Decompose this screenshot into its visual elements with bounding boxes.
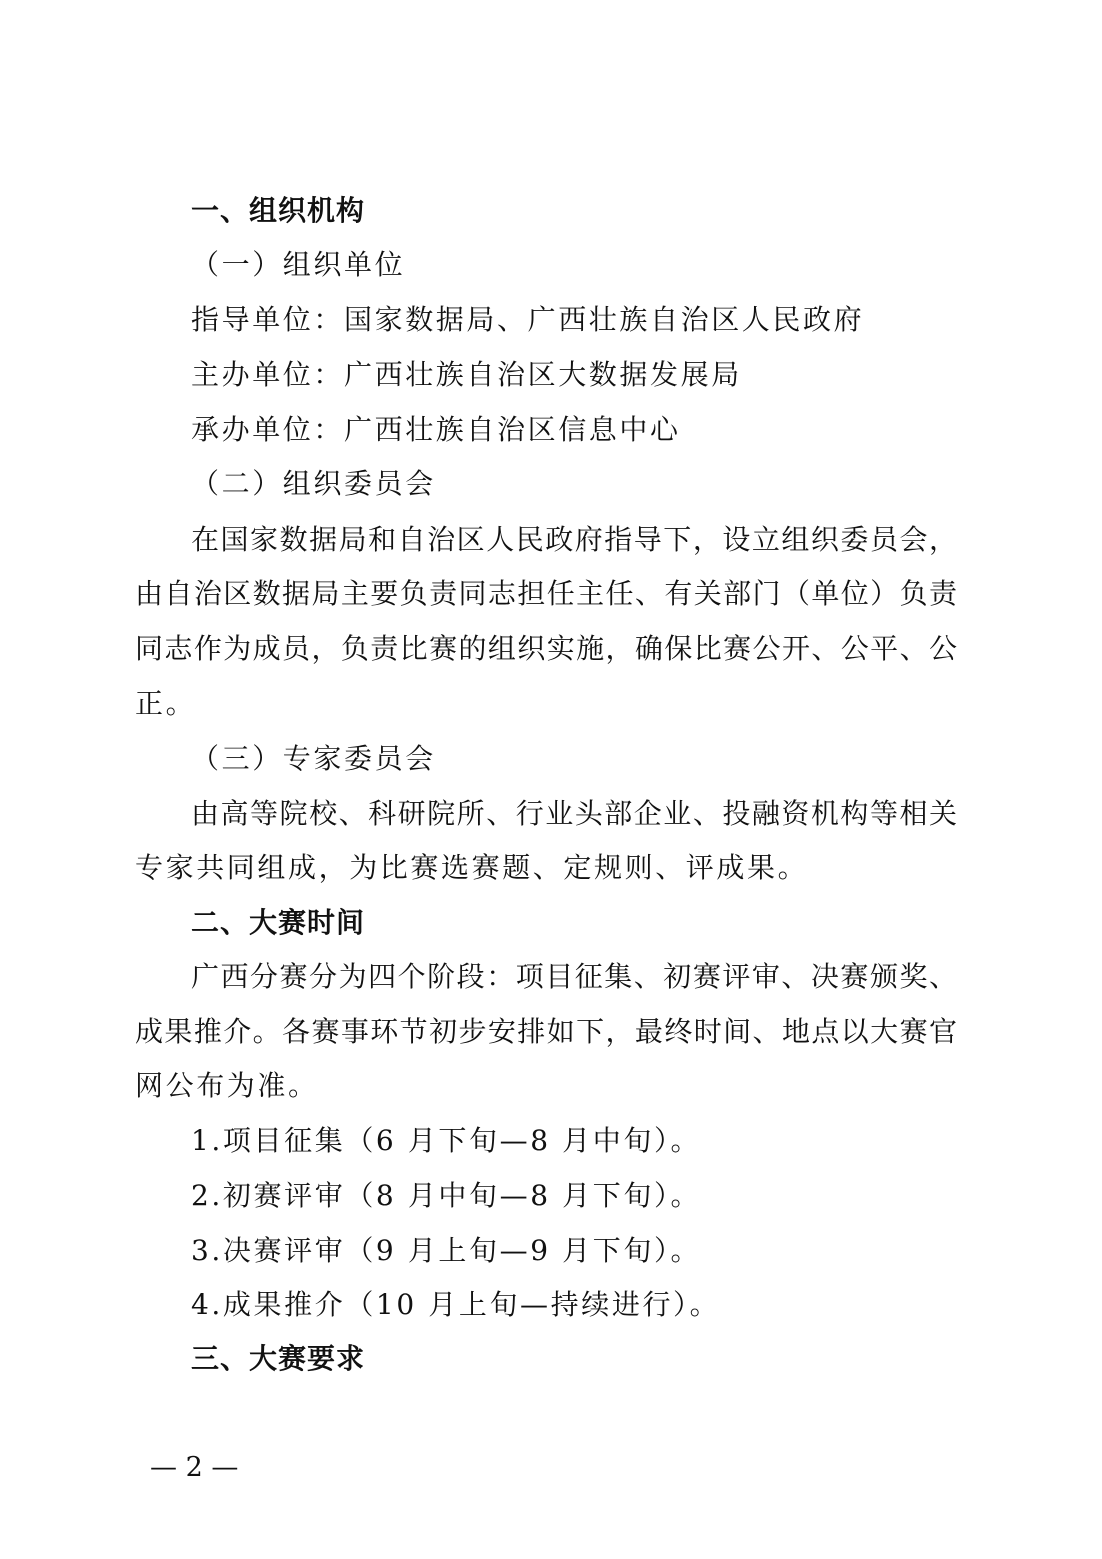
expert-paragraph-line: 由高等院校、科研院所、行业头部企业、投融资机构等相关: [191, 797, 957, 830]
schedule-paragraph-line: 广西分赛分为四个阶段：项目征集、初赛评审、决赛颁奖、: [191, 960, 957, 993]
stage-item-final: 3.决赛评审（9 月上旬—9 月下旬）。: [191, 1234, 702, 1267]
schedule-paragraph-line: 网公布为准。: [135, 1069, 319, 1102]
host-unit-line: 主办单位：广西壮族自治区大数据发展局: [191, 358, 742, 391]
guiding-unit-line: 指导单位：国家数据局、广西壮族自治区人民政府: [191, 303, 865, 336]
subheading-organizing-committee: （二）组织委员会: [191, 467, 436, 500]
stage-item-promotion: 4.成果推介（10 月上旬—持续进行）。: [191, 1288, 721, 1321]
section-heading-requirements: 三、大赛要求: [191, 1342, 366, 1375]
stage-item-preliminary: 2.初赛评审（8 月中旬—8 月下旬）。: [191, 1179, 702, 1212]
committee-paragraph-line: 由自治区数据局主要负责同志担任主任、有关部门（单位）负责: [135, 577, 957, 610]
subheading-expert-committee: （三）专家委员会: [191, 742, 436, 775]
section-heading-organization: 一、组织机构: [191, 194, 366, 227]
expert-paragraph-line: 专家共同组成，为比赛选赛题、定规则、评成果。: [135, 851, 809, 884]
stage-item-collection: 1.项目征集（6 月下旬—8 月中旬）。: [191, 1124, 702, 1157]
committee-paragraph-line: 同志作为成员，负责比赛的组织实施，确保比赛公开、公平、公: [135, 632, 957, 665]
page-number: — 2 —: [150, 1452, 239, 1483]
organizer-unit-line: 承办单位：广西壮族自治区信息中心: [191, 413, 681, 446]
subheading-organizing-units: （一）组织单位: [191, 248, 406, 281]
section-heading-schedule: 二、大赛时间: [191, 906, 366, 939]
committee-paragraph-line: 在国家数据局和自治区人民政府指导下，设立组织委员会，: [191, 523, 957, 556]
schedule-paragraph-line: 成果推介。各赛事环节初步安排如下，最终时间、地点以大赛官: [135, 1015, 957, 1048]
committee-paragraph-line: 正。: [135, 687, 197, 720]
